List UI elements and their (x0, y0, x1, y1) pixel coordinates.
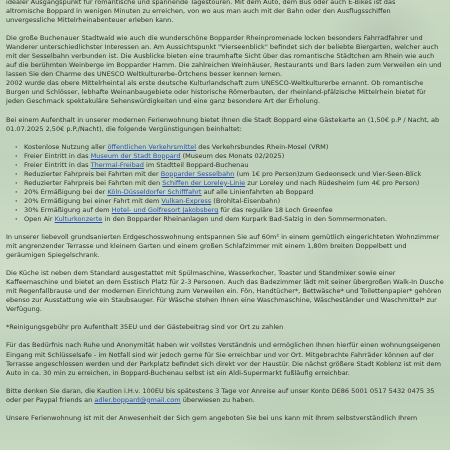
benefit-link[interactable]: Kulturkonzerte (54, 214, 103, 223)
benefit-text: Reduzierter Fahrpreis bei Fahrten mit den (24, 178, 163, 187)
benefit-item (24, 188, 446, 197)
benefit-link[interactable]: öffentlichen Verkehrsmittel (107, 142, 197, 151)
benefit-text: des Verkehrsbundes Rhein-Mosel (VRM) (196, 142, 329, 151)
benefit-text: Open Air (24, 214, 55, 223)
benefit-item (24, 206, 446, 215)
unesco-text: 2002 wurde das obere Mittelrheintal als erste deutsche Kulturlandschaft zum UNESCO-Weltkulturerbe ernannt. Ob romantische Burgen und Schlösser, lebhafte Weinanbaugebiete oder historische Römerbauten, der rheinland-pfälzische Mittelrhein bietet für jeden Geschmack spektakuläre Sehenswürdigkeiten und eine ganz besondere Art der Erholung. (6, 79, 426, 106)
fee-note: *Reinigungsgebühr pro Aufenthalt 35EU und der Gästebeitrag sind vor Ort zu zahlen (6, 323, 284, 332)
benefit-text: zur Loreley und nach Rüdesheim (um 4€ pro Person) (245, 178, 420, 187)
intro-line-3: unvergessliche Mittelrheinabenteuer erleben kann. (6, 16, 174, 25)
benefit-link[interactable]: Schiffen der Loreley-Linie (162, 178, 246, 187)
intro-line-1: idealer Ausgangspunkt für romantische und spannende Tagestouren. Mit dem Auto, dem Bus oder auch E-Bikes ist das (6, 0, 396, 6)
benefit-item (24, 215, 446, 224)
benefit-text: für das reguläre 18 Loch Greenfee (218, 205, 333, 214)
benefit-link[interactable]: Thermal-Freibad (90, 160, 144, 169)
benefit-text: in den Bopparder Rheinanlagen und dem Kurpark Bad-Salzig in den Sommermonaten. (102, 214, 388, 223)
benefits-list (6, 143, 446, 224)
benefit-text: Reduzierter Fahrpreis bei Fahrten mit der (24, 169, 161, 178)
benefit-link[interactable]: Museum der Stadt Boppard (90, 151, 181, 160)
benefit-text: 20% Ermäßigung bei der (24, 187, 108, 196)
guest-card-paragraph: Bei einem Aufenthalt in unserer modernen Ferienwohnung bietet Ihnen die Stadt Boppard eine Gästekarte an (1,50€ p.P / Nacht, ab 01.07.2025 2,50€ p.P./Nacht), die folgende Vergünstigungen beinhaltet: (6, 115, 440, 133)
region-text: Die große Buchenauer Stadtwald wie auch die wunderschöne Bopparder Rheinpromenade locken besonders Fahrradfahrer und Wanderer unterschiedlichster Interessen an. Am Aussichtspunkt "Vierseenblick" befindet sich der beliebte Biergarten, welcher auch mit der Sesselbahn verbunden ist. Die Ausblicke bieten eine traumhafte Sicht über das romantische Städtchen am Rhein wie auch auf die berühmten Weinberge im Bopparder Hamm. Die zahlreichen Weinhäuser, Restaurants und Bars laden zum Verweilen ein und lassen Sie den Charme des UNESCO Weltkulturerbe-Örtchens besser kennen lernen. (6, 34, 442, 79)
benefit-item (24, 161, 446, 170)
intro-paragraph (6, 0, 446, 25)
listing-description (6, 0, 446, 432)
kitchen-paragraph: Die Küche ist neben dem Standard ausgestattet mit Spülmaschine, Wasserkocher, Toaster und Standmixer sowie einer Kaffeemaschine und bietet an dem Esstisch Platz für 2-3 Personen. Auch das Badezimmer lädt mit seiner übergroßen Walk-In Dusche mit Regenfallbrause und der modernen Einrichtung zum Verweilen ein. Fön, Handtücher*, Bettwäsche* und Toilettenpapier* gehören ebenso zur Ausstattung wie ein Staubsauger. Für Wäsche stehen Ihnen eine Waschmaschine, Wäscheständer und Waschmittel* zur Verfügung. (6, 269, 444, 314)
benefit-link[interactable]: Köln-Düsseldorfer Schifffahrt (107, 187, 202, 196)
benefit-text: 30% Ermäßigung auf dem (24, 205, 112, 214)
benefit-text: Kostenlose Nutzung aller (24, 142, 108, 151)
benefit-text: (um 1€ pro Person)zum Gedeonseck und Vier-Seen-Blick (234, 169, 422, 178)
benefit-text: (Brohltal-Eisenbahn) (211, 196, 281, 205)
privacy-paragraph: Für das Bedürfnis nach Ruhe und Anonymität haben wir vollstes Verständnis und ermöglichen Ihnen hierfür einen wohnungseigenen Eingang mit Schlüsselsafe - im Notfall sind wir jedoch gerne für Sie erreichbar und vor Ort. Mitgebrachte Fahrräder können auf der Terrasse angeschlossen werden und der Parkplatz befindet sich direkt vor der Haustür. Die nächst größere Stadt Koblenz ist mit dem Auto in ca. 30 min zu erreichen, in Boppard-Buchenau selbst ist ein Aldi-Supermarkt fußläufig erreichbar. (6, 341, 441, 377)
intro-line-2: altromische Boppard in wenigen Minuten zu erreichen, von wo aus man auch mit der Bahn oder den Ausflugsschiffen (6, 7, 391, 16)
benefit-link[interactable]: Vulkan-Express (161, 196, 212, 205)
benefit-text: im Stadtteil Boppard-Buchenau (143, 160, 249, 169)
benefit-text: 20% Ermäßigung bei einer Fahrt mit dem (24, 196, 162, 205)
benefit-text: Freier Eintritt in das (24, 151, 91, 160)
benefit-link[interactable]: Hotel- und Golfresort Jakobsberg (111, 205, 219, 214)
payment-text: Bitte denken Sie daran, die Kaution i.H.v. 100EU bis spätestens 3 Tage vor Anreise auf unser Konto DE86 5001 0517 5432 0475 35 oder per Paypal friends an (6, 386, 435, 404)
region-paragraph (6, 34, 446, 106)
email-link[interactable]: adler.boppard@gmail.com (94, 395, 181, 404)
benefit-item (24, 170, 446, 179)
benefit-item (24, 197, 446, 206)
cutoff-paragraph: Unsere Ferienwohnung ist mit der Anwesenheit der Sich gern angeboten Sie bei uns kann mit Ihrem selbstverständlich Ihrem (6, 413, 418, 422)
benefit-text: Freier Eintritt in das (24, 160, 91, 169)
benefit-link[interactable]: Bopparder Sesselbahn (160, 169, 235, 178)
benefit-text: (Museum des Monats 02/2025) (180, 151, 285, 160)
benefit-item (24, 179, 446, 188)
payment-paragraph (6, 387, 446, 405)
apartment-paragraph: In unserer liebevoll grundsanierten Erdgeschosswohnung entspannen Sie auf 60m² in einem gemütlich eingerichteten Wohnzimmer mit angrenzender Terrasse und kleinem Garten und einem großen Schlafzimmer mit einem 1,80m breiten Doppelbett und geräumigen Spiegelschrank. (6, 233, 440, 260)
benefit-item (24, 143, 446, 152)
payment-text-end: überwiesen zu haben. (180, 395, 255, 404)
benefit-item (24, 152, 446, 161)
benefit-text: auf alle Linienfahrten ab Boppard (201, 187, 314, 196)
